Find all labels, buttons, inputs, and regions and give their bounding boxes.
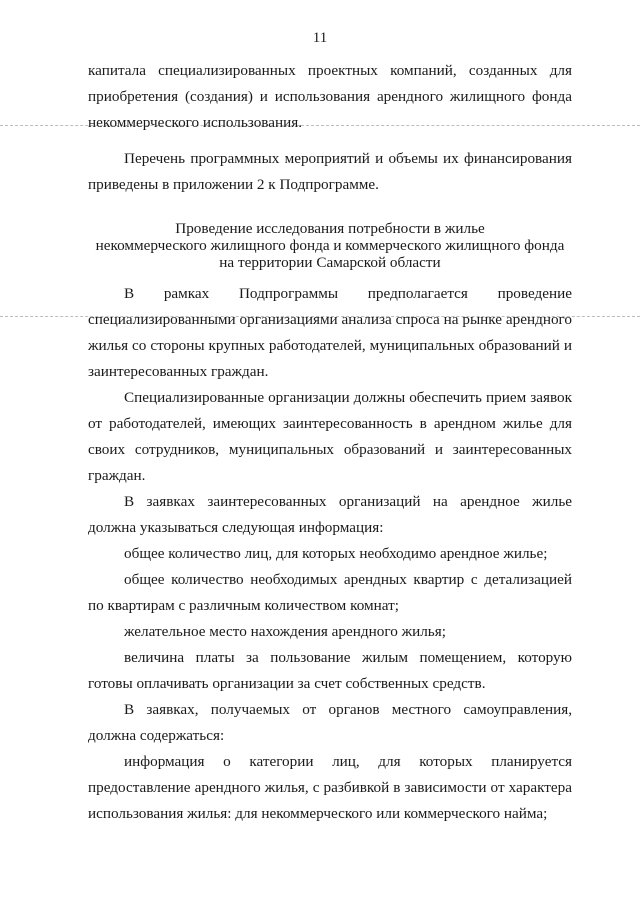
paragraph: Перечень программных мероприятий и объемы их финансирования приведены в приложении 2 к Подпрограмме. (88, 150, 572, 193)
paragraph: В заявках заинтересованных организаций на арендное жилье должна указываться следующая информация: (88, 493, 572, 536)
section-heading-line: Проведение исследования потребности в жилье (175, 220, 485, 237)
paragraph: В рамках Подпрограммы предполагается проведение специализированными организациями анализа спроса на рынке арендного жилья со стороны крупных работодателей, муниципальных образований и заинтересованных граждан. (88, 285, 572, 380)
page-number: 11 (312, 30, 328, 46)
section-heading (88, 220, 572, 271)
list-item: величина платы за пользование жилым помещением, которую готовы оплачивать организации за счет собственных средств. (88, 649, 572, 692)
paragraph: Специализированные организации должны обеспечить прием заявок от работодателей, имеющих заинтересованность в арендном жилье для своих сотрудников, муниципальных образований и заинтересованных граждан. (88, 389, 572, 484)
list-item: желательное место нахождения арендного жилья; (124, 623, 446, 640)
paragraph: В заявках, получаемых от органов местного самоуправления, должна содержаться: (88, 701, 572, 744)
section-heading-line: некоммерческого жилищного фонда и коммерческого жилищного фонда (95, 237, 565, 254)
list-item: общее количество необходимых арендных квартир с детализацией по квартирам с различным количеством комнат; (88, 571, 572, 614)
section-heading-line: на территории Самарской области (219, 254, 441, 271)
paragraph: капитала специализированных проектных компаний, созданных для приобретения (создания) и использования арендного жилищного фонда некоммерческого использования. (88, 62, 572, 131)
list-item: информация о категории лиц, для которых планируется предоставление арендного жилья, с разбивкой в зависимости от характера использования жилья: для некоммерческого или коммерческого найма; (88, 753, 572, 822)
document-body (88, 58, 572, 827)
list-item: общее количество лиц, для которых необходимо арендное жилье; (124, 545, 548, 562)
